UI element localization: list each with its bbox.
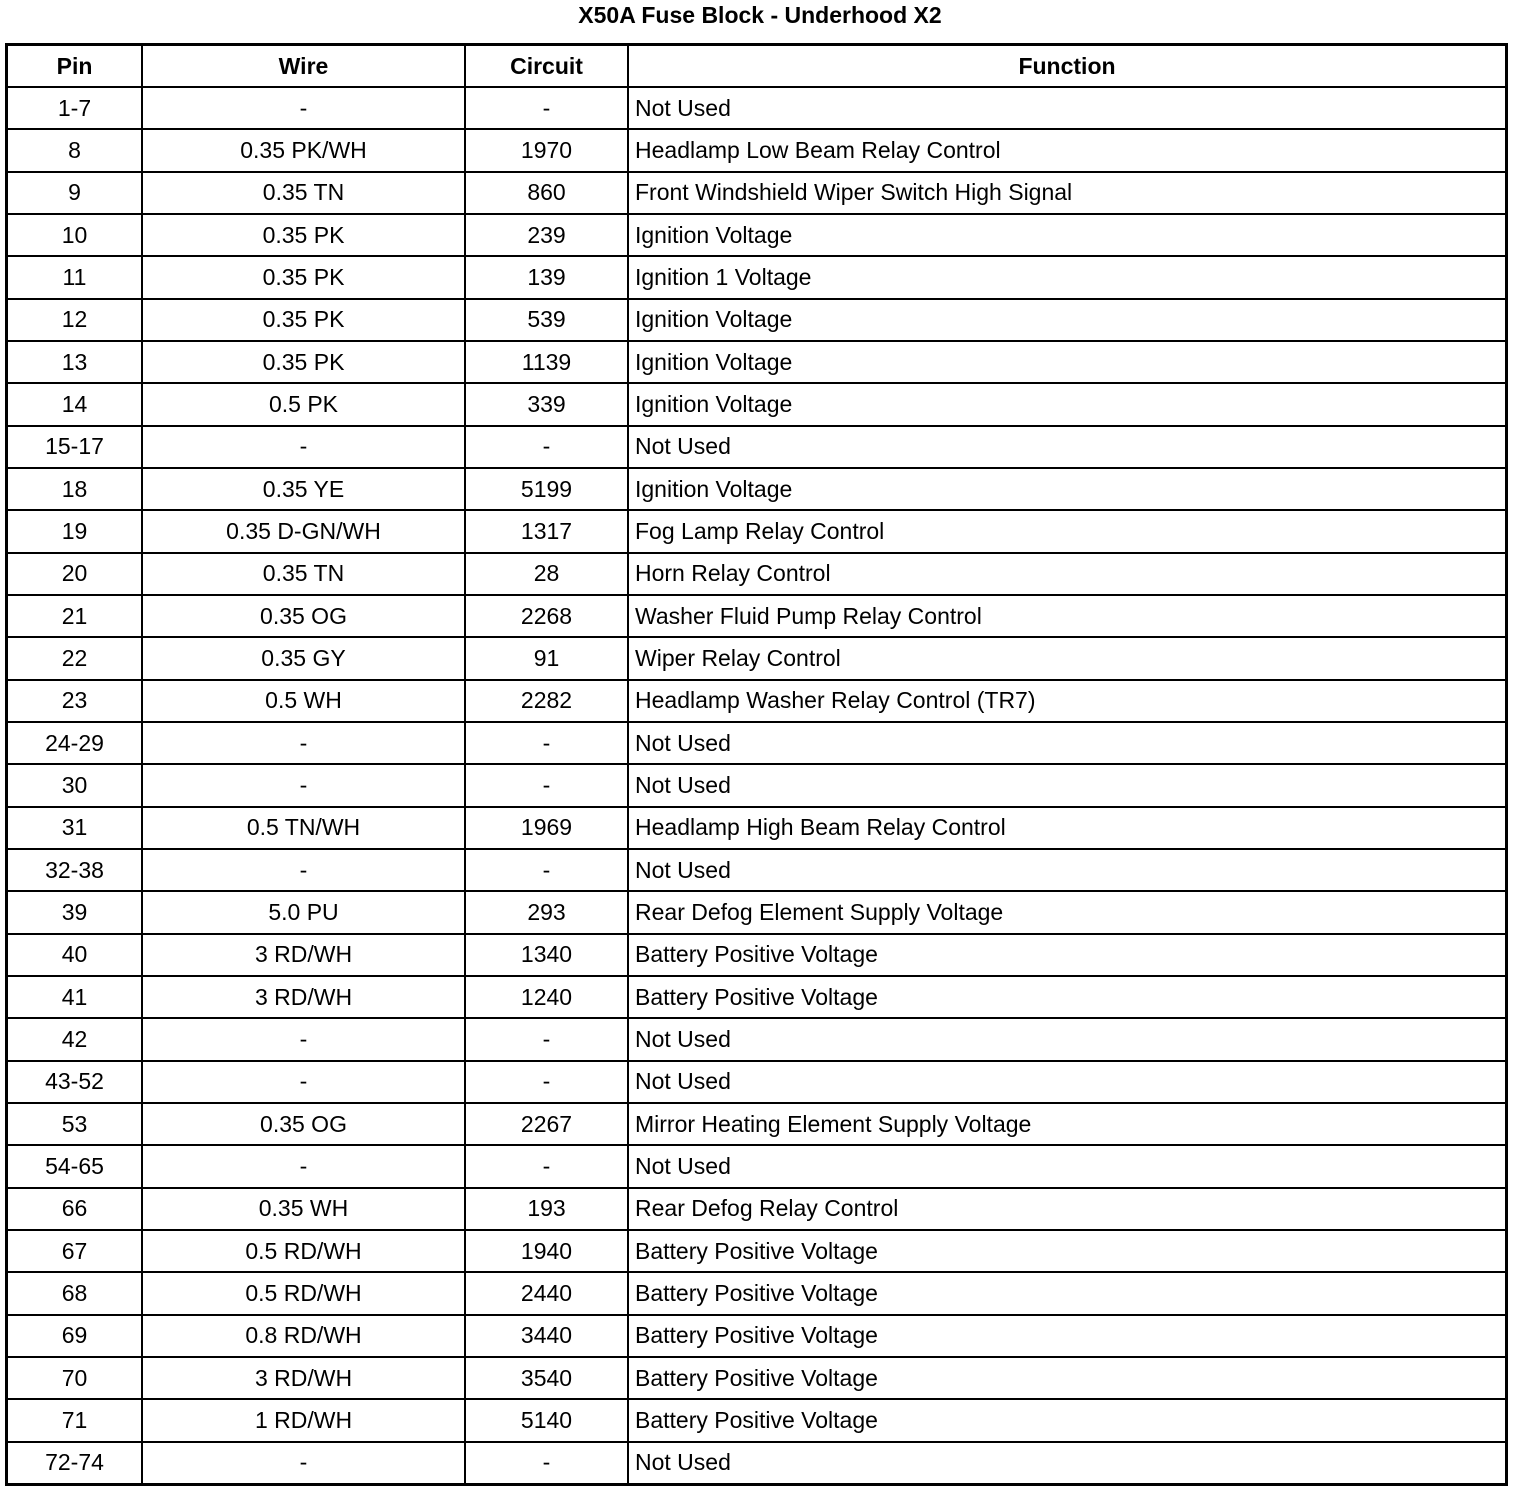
pin-cell: 67 — [8, 1230, 142, 1272]
pin-cell: 13 — [8, 341, 142, 383]
circuit-cell: 5140 — [465, 1399, 628, 1441]
circuit-cell: 239 — [465, 214, 628, 256]
table-row — [8, 1061, 1505, 1103]
table-row — [8, 1230, 1505, 1272]
function-cell: Battery Positive Voltage — [628, 1399, 1505, 1441]
pin-cell: 69 — [8, 1315, 142, 1357]
circuit-cell: - — [465, 87, 628, 129]
circuit-cell: 2268 — [465, 595, 628, 637]
circuit-cell: 1139 — [465, 341, 628, 383]
pin-cell: 68 — [8, 1272, 142, 1314]
wire-cell: 5.0 PU — [142, 891, 465, 933]
function-cell: Not Used — [628, 426, 1505, 468]
pin-cell: 54-65 — [8, 1145, 142, 1187]
circuit-cell: 539 — [465, 299, 628, 341]
pin-cell: 66 — [8, 1188, 142, 1230]
circuit-cell: - — [465, 426, 628, 468]
pin-cell: 11 — [8, 256, 142, 298]
circuit-cell: 3540 — [465, 1357, 628, 1399]
function-cell: Battery Positive Voltage — [628, 1315, 1505, 1357]
wire-cell: 0.35 YE — [142, 468, 465, 510]
circuit-cell: - — [465, 849, 628, 891]
circuit-cell: 293 — [465, 891, 628, 933]
circuit-cell: 1940 — [465, 1230, 628, 1272]
table-row — [8, 1018, 1505, 1060]
table-title: X50A Fuse Block - Underhood X2 — [578, 2, 942, 28]
table-row — [8, 680, 1505, 722]
pinout-table — [8, 46, 1505, 1483]
function-cell: Ignition Voltage — [628, 383, 1505, 425]
pin-cell: 40 — [8, 934, 142, 976]
table-row — [8, 1442, 1505, 1484]
table-row — [8, 891, 1505, 933]
wire-cell: 0.5 RD/WH — [142, 1230, 465, 1272]
function-cell: Not Used — [628, 722, 1505, 764]
table-row — [8, 468, 1505, 510]
pin-cell: 1-7 — [8, 87, 142, 129]
pin-cell: 41 — [8, 976, 142, 1018]
pin-cell: 39 — [8, 891, 142, 933]
circuit-cell: 1970 — [465, 129, 628, 171]
table-row — [8, 510, 1505, 552]
wire-cell: 0.35 PK — [142, 256, 465, 298]
pin-cell: 53 — [8, 1103, 142, 1145]
header-row — [8, 46, 1505, 87]
wire-cell: - — [142, 1061, 465, 1103]
wire-cell: - — [142, 1145, 465, 1187]
table-row — [8, 934, 1505, 976]
circuit-cell: 1240 — [465, 976, 628, 1018]
table-row — [8, 976, 1505, 1018]
circuit-cell: 2282 — [465, 680, 628, 722]
pin-cell: 19 — [8, 510, 142, 552]
pin-cell: 30 — [8, 764, 142, 806]
function-cell: Rear Defog Element Supply Voltage — [628, 891, 1505, 933]
pin-cell: 23 — [8, 680, 142, 722]
function-cell: Ignition Voltage — [628, 299, 1505, 341]
function-cell: Ignition Voltage — [628, 341, 1505, 383]
pin-cell: 24-29 — [8, 722, 142, 764]
table-row — [8, 1188, 1505, 1230]
pinout-table-frame — [5, 43, 1508, 1486]
wire-cell: 3 RD/WH — [142, 976, 465, 1018]
circuit-cell: 3440 — [465, 1315, 628, 1357]
wire-cell: 0.35 WH — [142, 1188, 465, 1230]
header-circuit: Circuit — [465, 46, 628, 87]
wire-cell: 0.5 TN/WH — [142, 807, 465, 849]
wire-cell: - — [142, 849, 465, 891]
table-row — [8, 1272, 1505, 1314]
table-body — [8, 87, 1505, 1483]
function-cell: Battery Positive Voltage — [628, 1272, 1505, 1314]
table-row — [8, 214, 1505, 256]
function-cell: Battery Positive Voltage — [628, 1230, 1505, 1272]
wire-cell: 0.35 D-GN/WH — [142, 510, 465, 552]
table-row — [8, 595, 1505, 637]
circuit-cell: 91 — [465, 637, 628, 679]
wire-cell: 0.5 WH — [142, 680, 465, 722]
wire-cell: 3 RD/WH — [142, 934, 465, 976]
circuit-cell: 139 — [465, 256, 628, 298]
pin-cell: 22 — [8, 637, 142, 679]
table-row — [8, 553, 1505, 595]
function-cell: Ignition 1 Voltage — [628, 256, 1505, 298]
table-row — [8, 1103, 1505, 1145]
table-row — [8, 299, 1505, 341]
table-row — [8, 1357, 1505, 1399]
pin-cell: 10 — [8, 214, 142, 256]
wire-cell: 0.35 PK — [142, 341, 465, 383]
function-cell: Not Used — [628, 1061, 1505, 1103]
table-row — [8, 87, 1505, 129]
function-cell: Horn Relay Control — [628, 553, 1505, 595]
circuit-cell: 860 — [465, 172, 628, 214]
table-row — [8, 807, 1505, 849]
function-cell: Battery Positive Voltage — [628, 934, 1505, 976]
function-cell: Front Windshield Wiper Switch High Signal — [628, 172, 1505, 214]
function-cell: Headlamp High Beam Relay Control — [628, 807, 1505, 849]
function-cell: Mirror Heating Element Supply Voltage — [628, 1103, 1505, 1145]
header-wire: Wire — [142, 46, 465, 87]
header-pin: Pin — [8, 46, 142, 87]
pin-cell: 8 — [8, 129, 142, 171]
wire-cell: 0.35 OG — [142, 595, 465, 637]
circuit-cell: 2440 — [465, 1272, 628, 1314]
pin-cell: 31 — [8, 807, 142, 849]
function-cell: Headlamp Low Beam Relay Control — [628, 129, 1505, 171]
table-row — [8, 764, 1505, 806]
table-row — [8, 383, 1505, 425]
function-cell: Not Used — [628, 1145, 1505, 1187]
pin-cell: 14 — [8, 383, 142, 425]
pin-cell: 21 — [8, 595, 142, 637]
pin-cell: 71 — [8, 1399, 142, 1441]
pin-cell: 12 — [8, 299, 142, 341]
wire-cell: 3 RD/WH — [142, 1357, 465, 1399]
function-cell: Not Used — [628, 87, 1505, 129]
wire-cell: 0.35 PK — [142, 214, 465, 256]
circuit-cell: 2267 — [465, 1103, 628, 1145]
header-function: Function — [628, 46, 1505, 87]
wire-cell: 0.35 PK/WH — [142, 129, 465, 171]
table-row — [8, 637, 1505, 679]
table-row — [8, 1145, 1505, 1187]
table-row — [8, 849, 1505, 891]
function-cell: Battery Positive Voltage — [628, 1357, 1505, 1399]
circuit-cell: 5199 — [465, 468, 628, 510]
function-cell: Headlamp Washer Relay Control (TR7) — [628, 680, 1505, 722]
table-row — [8, 1315, 1505, 1357]
pin-cell: 70 — [8, 1357, 142, 1399]
table-row — [8, 722, 1505, 764]
circuit-cell: 28 — [465, 553, 628, 595]
wire-cell: - — [142, 1018, 465, 1060]
circuit-cell: 193 — [465, 1188, 628, 1230]
function-cell: Not Used — [628, 1018, 1505, 1060]
pin-cell: 9 — [8, 172, 142, 214]
wire-cell: 0.35 TN — [142, 553, 465, 595]
circuit-cell: 339 — [465, 383, 628, 425]
function-cell: Ignition Voltage — [628, 468, 1505, 510]
pin-cell: 32-38 — [8, 849, 142, 891]
function-cell: Ignition Voltage — [628, 214, 1505, 256]
wire-cell: 0.8 RD/WH — [142, 1315, 465, 1357]
circuit-cell: - — [465, 1145, 628, 1187]
wire-cell: 0.35 GY — [142, 637, 465, 679]
wire-cell: - — [142, 1442, 465, 1484]
wire-cell: - — [142, 426, 465, 468]
wire-cell: 0.5 RD/WH — [142, 1272, 465, 1314]
circuit-cell: - — [465, 1442, 628, 1484]
wire-cell: 0.5 PK — [142, 383, 465, 425]
pin-cell: 43-52 — [8, 1061, 142, 1103]
wire-cell: 1 RD/WH — [142, 1399, 465, 1441]
wire-cell: - — [142, 87, 465, 129]
pin-cell: 15-17 — [8, 426, 142, 468]
table-row — [8, 1399, 1505, 1441]
pin-cell: 18 — [8, 468, 142, 510]
circuit-cell: - — [465, 1018, 628, 1060]
function-cell: Not Used — [628, 1442, 1505, 1484]
pin-cell: 72-74 — [8, 1442, 142, 1484]
pin-cell: 42 — [8, 1018, 142, 1060]
circuit-cell: - — [465, 764, 628, 806]
function-cell: Not Used — [628, 849, 1505, 891]
circuit-cell: 1340 — [465, 934, 628, 976]
wire-cell: 0.35 OG — [142, 1103, 465, 1145]
wire-cell: 0.35 TN — [142, 172, 465, 214]
function-cell: Wiper Relay Control — [628, 637, 1505, 679]
circuit-cell: 1317 — [465, 510, 628, 552]
table-row — [8, 256, 1505, 298]
pin-cell: 20 — [8, 553, 142, 595]
circuit-cell: 1969 — [465, 807, 628, 849]
function-cell: Washer Fluid Pump Relay Control — [628, 595, 1505, 637]
table-row — [8, 129, 1505, 171]
function-cell: Battery Positive Voltage — [628, 976, 1505, 1018]
table-row — [8, 426, 1505, 468]
circuit-cell: - — [465, 1061, 628, 1103]
function-cell: Rear Defog Relay Control — [628, 1188, 1505, 1230]
wire-cell: - — [142, 764, 465, 806]
function-cell: Not Used — [628, 764, 1505, 806]
function-cell: Fog Lamp Relay Control — [628, 510, 1505, 552]
table-row — [8, 172, 1505, 214]
circuit-cell: - — [465, 722, 628, 764]
wire-cell: 0.35 PK — [142, 299, 465, 341]
table-row — [8, 341, 1505, 383]
wire-cell: - — [142, 722, 465, 764]
